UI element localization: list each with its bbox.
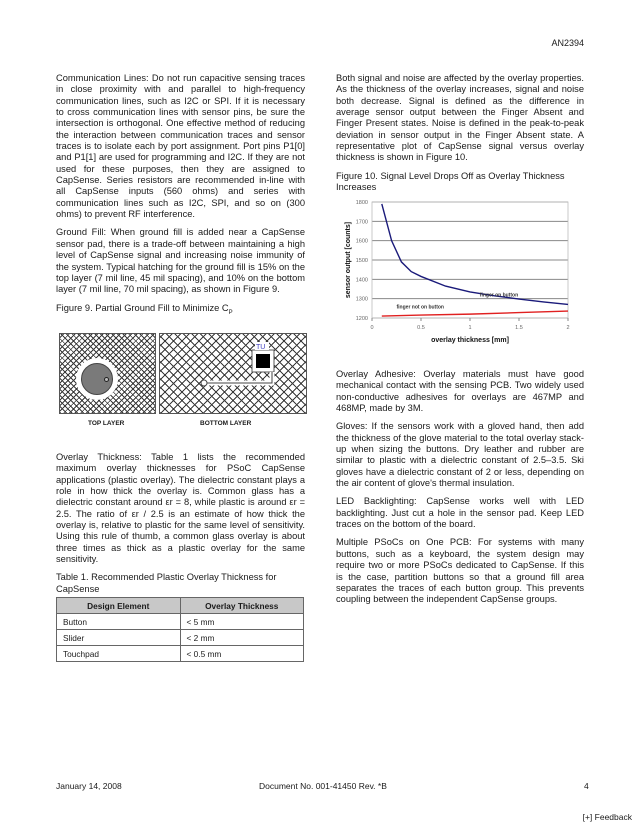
y-tick-label: 1200: [355, 316, 368, 322]
svg-text:TU: TU: [256, 344, 266, 351]
trace-and-chip-icon: [160, 334, 306, 413]
document-id: AN2394: [551, 38, 584, 48]
paragraph-signal-noise: Both signal and noise are affected by the overlay properties. As the thickness of the overlay increases, signal and noise both decrease. Signal is defined as the difference in average sensor output between the Finger Absent and Finger Present states. Noise is defined in the peak-to-peak deviation in sensor output in the Finger Absent state. A representative plot of CapSense signal versus overlay thickness is shown in Figure 10.: [336, 73, 584, 163]
x-tick-label: 1.5: [515, 325, 523, 331]
bottom-layer-label: BOTTOM LAYER: [200, 420, 252, 427]
line-chart: [340, 193, 590, 348]
x-tick-label: 0: [370, 325, 374, 331]
series-line: [382, 204, 568, 305]
table-cell: Slider: [57, 630, 181, 646]
top-layer-label: TOP LAYER: [88, 420, 125, 427]
table-row: [57, 646, 304, 662]
table-row: [57, 614, 304, 630]
paragraph-multiple-psocs: Multiple PSoCs on One PCB: For systems with many buttons, such as a keyboard, the system design may require two or more PSoCs dedicated to CapSense. If this is the case, partition buttons so that a ground fill area separates the traces of each button group. This prevents coupling between the independent CapSense groups.: [336, 537, 584, 605]
footer-date: January 14, 2008: [56, 781, 122, 791]
y-tick-label: 1400: [355, 277, 368, 284]
right-column: [336, 73, 584, 199]
via: [104, 377, 109, 382]
right-column-lower: [336, 369, 584, 613]
paragraph-communication-lines: Communication Lines: Do not run capacitive sensing traces in close proximity with and parallel to high-frequency communication lines, such as I2C or SPI. If it is necessary to cross communication lines with sensor pins, be sure the intersection is orthogonal. One effective method of reducing the interaction between communication traces and sensor traces is to isolate each by port assignment. Port pins P1[0] and P1[1] are used for programming and I2C. If they are not used for these purposes, then they are assigned to CapSense. Series resistors are recommended in-line with all CapSense inputs (560 ohms) and series with communication lines such as I2C, SPI, and so on (300 ohms) to prevent RF interference.: [56, 73, 305, 220]
paragraph-gloves: Gloves: If the sensors work with a gloved hand, then add the thickness of the glove material to the total overlay stack-up when sizing the buttons. Dry leather and rubber are similar to plastic with a dielectric constant of 2.5–3.5. Ski gloves have a dielectric constant of 2 or less, depending on the air content of glove's thermal insulation.: [336, 421, 584, 489]
paragraph-overlay-thickness: Overlay Thickness: Table 1 lists the recommended maximum overlay thicknesses for PSoC CapSense applications (plastic overlay). The dielectric constant plays a role in how thick the overlay is. Common glass has a dielectric constant around εr = 8, while plastic is around εr = 2.5. The ratio of εr / 2.5 is an estimate of how thick the overlay is, relative to plastic for the same level of sensitivity. Using this rule of thumb, a common glass overlay is about three times as thick as a plastic overlay for the same sensitivity.: [56, 452, 305, 565]
paragraph-overlay-adhesive: Overlay Adhesive: Overlay materials must have good mechanical contact with the sensing PCB. Two widely used non-conductive adhesives for overlays are 467MP and 468MP, made by 3M.: [336, 369, 584, 414]
series-line: [382, 311, 568, 316]
x-axis-label: overlay thickness [mm]: [431, 337, 509, 344]
overlay-thickness-table: [56, 597, 304, 662]
table-header: Design Element: [57, 598, 181, 614]
table-cell: < 2 mm: [180, 630, 304, 646]
footer-doc-number: Document No. 001-41450 Rev. *B: [259, 781, 387, 791]
table-header: Overlay Thickness: [180, 598, 304, 614]
y-tick-label: 1600: [355, 238, 368, 245]
figure10-chart: [340, 193, 590, 348]
series-annotation: finger not on button: [396, 304, 444, 311]
left-column: [56, 73, 305, 325]
figure9-ground-fill: [59, 333, 305, 433]
series-annotation: finger on button: [479, 292, 519, 299]
y-axis-label: sensor output [counts]: [345, 221, 352, 299]
figure10-caption: Figure 10. Signal Level Drops Off as Overlay Thickness Increases: [336, 170, 565, 193]
left-column-lower: [56, 452, 305, 601]
table-row: [57, 630, 304, 646]
table-cell: Button: [57, 614, 181, 630]
table-cell: < 0.5 mm: [180, 646, 304, 662]
y-tick-label: 1700: [355, 219, 368, 226]
y-tick-label: 1500: [355, 258, 368, 264]
y-tick-label: 1800: [355, 200, 368, 206]
x-tick-label: 0.5: [417, 325, 425, 331]
bottom-layer-hatch: [159, 333, 307, 414]
paragraph-led-backlighting: LED Backlighting: CapSense works well with LED backlighting. Just cut a hole in the sensor pad. Keep LED traces on the bottom of the board.: [336, 496, 584, 530]
table-cell: Touchpad: [57, 646, 181, 662]
x-tick-label: 1: [468, 325, 472, 331]
y-tick-label: 1300: [355, 296, 368, 303]
feedback-link[interactable]: [+] Feedback: [582, 812, 632, 822]
table1-caption: Table 1. Recommended Plastic Overlay Thickness for CapSense: [56, 572, 277, 594]
top-layer-hatch: [59, 333, 156, 414]
table-cell: < 5 mm: [180, 614, 304, 630]
paragraph-ground-fill: Ground Fill: When ground fill is added near a CapSense sensor pad, there is a trade-off between maintaining a high level of CapSense signal and increasing noise immunity of the system. Typical hatching for the ground fill is 15% on the top layer (7 mil line, 45 mil spacing), and 10% on the bottom layer (7 mil line, 70 mil spacing), as shown in Figure 9.: [56, 227, 305, 295]
x-tick-label: 2: [566, 325, 570, 331]
footer-page-number: 4: [584, 781, 589, 791]
figure9-caption: Figure 9. Partial Ground Fill to Minimize $C_P$: [56, 302, 233, 316]
